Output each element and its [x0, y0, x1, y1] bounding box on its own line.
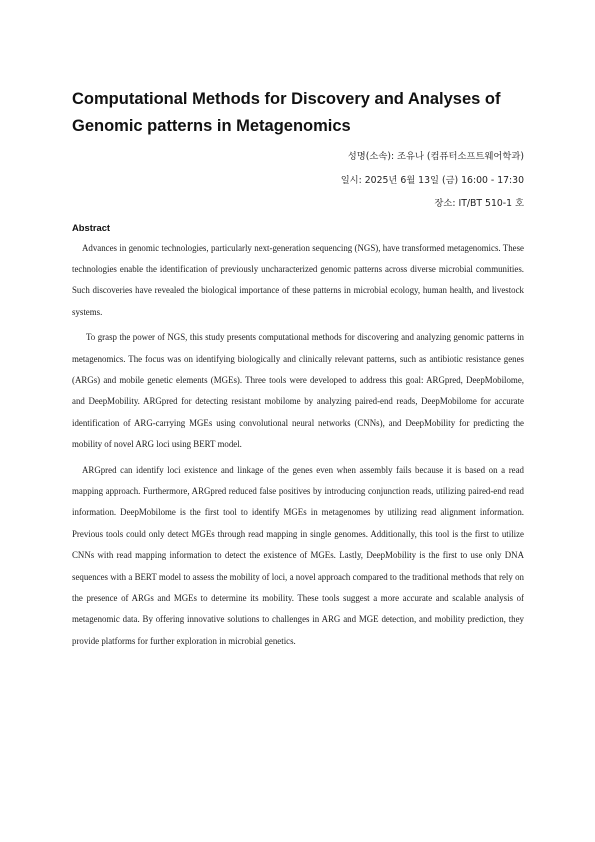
location-info: 장소: IT/BT 510-1 호	[434, 198, 524, 209]
abstract-heading: Abstract	[72, 221, 111, 233]
title-line-1: Computational Methods for Discovery and Analyses of	[72, 90, 501, 108]
abstract-paragraph-2: To grasp the power of NGS, this study presents computational methods for discovering and analyzing genomic patterns in metagenomics. The focus was on identifying biologically and clinically relevant patterns, such as antibiotic resistance genes (ARGs) and mobile genetic elements (MGEs). Three tools were developed to address this goal: ARGpred, DeepMobilome, and DeepMobility. ARGpred for detecting resistant mobilome by analyzing paired-end reads, DeepMobilome for accurate identification of ARG-carrying MGEs using convolutional neural networks (CNNs), and DeepMobility for predicting the mobility of novel ARG loci using BERT model.	[72, 332, 524, 450]
document-title	[72, 86, 524, 140]
abstract-paragraph-3: ARGpred can identify loci existence and linkage of the genes even when assembly fails because it is based on a read mapping approach. Furthermore, ARGpred reduced false positives by introducing conjunction reads, utilizing paired-end read information. DeepMobilome is the first tool to identify MGEs in metagenomes by utilizing read alignment information. Previous tools could only detect MGEs through read mapping in single genomes. Additionally, this tool is the first to utilize CNNs with read mapping information to detect the existence of MGEs. Lastly, DeepMobility is the first to use only DNA sequences with a BERT model to assess the mobility of loci, a novel approach compared to the traditional methods that rely on the presence of ARGs and MGEs to determine its mobility. These tools suggest a more accurate and scalable analysis of metagenomic data. By offering innovative solutions to challenges in ARG and MGE detection, and mobility prediction, they provide platforms for further exploration in microbial genetics.	[72, 464, 524, 646]
title-line-2: Genomic patterns in Metagenomics	[72, 117, 351, 135]
document-page	[72, 86, 524, 656]
abstract-paragraph-1: Advances in genomic technologies, particularly next-generation sequencing (NGS), have transformed metagenomics. These technologies enable the identification of previously uncharacterized genomic patterns across diverse microbial communities. Such discoveries have revealed the biological importance of these patterns in microbial ecology, human health, and livestock systems.	[72, 242, 524, 317]
date-time-info: 일시: 2025년 6월 13일 (금) 16:00 - 17:30	[340, 174, 524, 186]
presenter-info: 성명(소속): 조유나 (컴퓨터소프트웨어학과)	[347, 151, 524, 162]
